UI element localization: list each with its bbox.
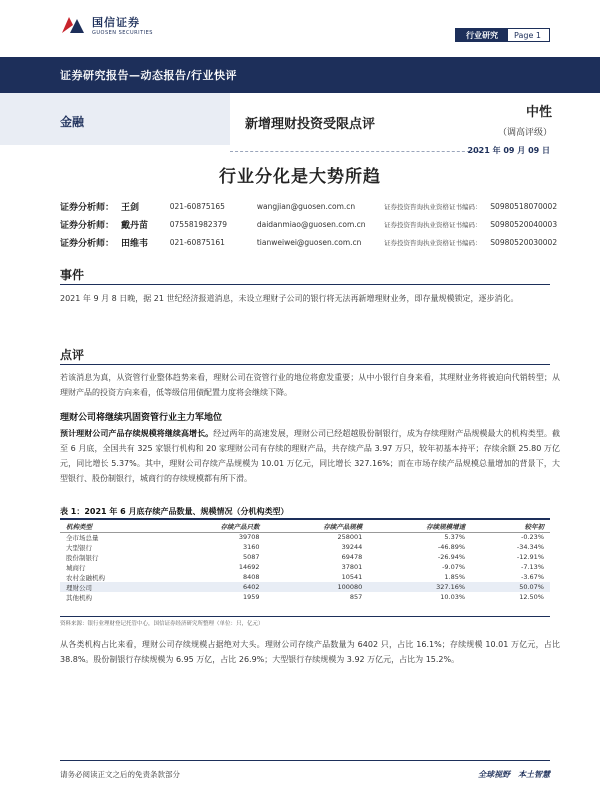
footer-rule [60,760,550,761]
table-row-highlighted [60,582,550,592]
analyst-email[interactable]: daidanmiao@guosen.com.cn [256,219,366,229]
analyst-role: 证券分析师： [60,238,115,249]
rating-change: （调高评级） [497,128,552,138]
table-cell: -46.89% [437,543,466,551]
table-row [60,532,550,542]
analyst-cert-code: S0980520040003 [490,219,558,229]
logo-name: 国信证券 [92,16,140,29]
page-number: Page 1 [514,31,541,40]
sector-panel [0,93,230,145]
logo-name-en: GUOSEN SECURITIES [92,30,153,36]
table-cell: 14692 [238,563,260,571]
page-tag [455,28,550,42]
analyst-name: 戴丹苗 [120,220,148,231]
table-cell: 10541 [341,573,363,581]
analyst-row [60,216,560,232]
column-header: 存续产品只数 [163,521,266,532]
analyst-cert-code: S0980520030002 [490,237,558,247]
table-cell: -3.67% [521,573,544,581]
analyst-email[interactable]: tianweiwei@guosen.com.cn [256,237,362,247]
table-cell: 1.85% [444,573,466,581]
table-cell: 大型银行 [66,543,92,552]
event-body: 2021 年 9 月 8 日晚，据 21 世纪经济报道消息，未设立理财子公司的银行将无法再新增理财业务，即存量规模锁定，逐步消化。 [60,294,519,303]
analyst-role: 证券分析师： [60,220,115,231]
headline: 行业分化是大势所趋 [219,167,381,187]
table-header-row [60,521,550,532]
table-row [60,562,550,572]
table-row [60,542,550,552]
table-cell: 327.16% [368,582,471,592]
table-cell: 37801 [341,563,363,571]
table-bottom-rule [60,616,550,617]
column-header: 存续产品规模 [266,521,369,532]
comment-paragraph-3: 从各类机构占比来看，理财公司存续规模占据绝对大头。理财公司存续产品数量为 6402 只，占比 16.1%；存续规模 10.01 万亿元，占比 38.8%。股份制银行存续规模为 6.95 万亿，占比 26.9%；大型银行存续规模为 3.92 万亿元，占比为 15.2%。 [60,640,560,664]
table-row [60,572,550,582]
table-cell: 3160 [242,543,260,551]
table-cell: -7.13% [521,563,544,571]
comment-body: 若该消息为真，从资管行业整体趋势来看，理财公司在资管行业的地位将愈发重要；从中小银行自身来看，其理财业务将被迫向代销转型；从理财产品的投资方向来看，低等级信用债配置力度将会继续下降。 [60,373,560,397]
table-cell: 69478 [341,553,363,561]
analyst-role: 证券分析师： [60,202,115,213]
table-cell: 857 [349,593,363,601]
comment-paragraph-2 [60,426,560,486]
table-cell: 10.03% [440,593,466,601]
paragraph-text: 经过两年的高速发展，理财公司已经超越股份制银行，成为存续理财产品规模最大的机构类型。截至 6 月底，全国共有 325 家银行机构和 20 家理财公司有存续的理财产品，共存续产品 3.97 万只，较年初基本持平；存续余额 25.80 万亿元，同比增长 5.37%。其中，理财公司存续产品规模为 10.01 万亿元，同比增长 327.16%；而在市场存续产品规模总量增加的背景下，大型银行、股份制银行，城商行的存续规模都有所下滑。 [60,429,560,483]
table-cell: 农村金融机构 [66,573,105,582]
analyst-cert-code: S0980518070002 [490,201,558,211]
analyst-cert-label: 证券投资咨询执业资格证书编码： [384,238,482,247]
report-type: 证券研究报告—动态报告/行业快评 [60,69,238,82]
table-cell: 39708 [238,533,260,542]
table-row [60,592,550,602]
table-cell: -12.91% [516,553,544,561]
analyst-cert-label: 证券投资咨询执业资格证书编码： [384,202,482,211]
table-cell: 1959 [242,593,260,601]
table-cell: 理财公司 [60,582,163,592]
table-cell: 258001 [337,533,363,542]
logo-mark-icon [60,15,86,35]
top-bar [0,0,600,56]
table-cell: 39244 [341,543,363,551]
sector-name: 金融 [60,115,85,129]
analyst-row [60,234,560,250]
table-cell: 6402 [163,582,266,592]
report-category: 行业研究 [456,29,508,41]
table-row [60,552,550,562]
analyst-name: 王剑 [120,202,139,213]
rating: 中性 [525,105,552,120]
table-cell: -9.07% [442,563,466,571]
analyst-phone: 021-60875165 [169,201,225,211]
table-top-rule [60,518,550,520]
report-date: 2021 年 09 月 09 日 [467,146,550,155]
column-header: 机构类型 [60,521,163,532]
paragraph-lead: 预计理财公司产品存续规模将继续高增长。 [60,429,214,438]
table-cell: 8408 [242,573,260,581]
table-cell: 100080 [266,582,369,592]
table-title: 表 1：2021 年 6 月底存续产品数量、规模情况（分机构类型） [60,507,289,516]
comment-rule [60,364,550,365]
comment-subheading: 理财公司将继续巩固资管行业主力军地位 [60,413,223,423]
event-heading: 事件 [60,268,85,282]
analyst-phone: 021-60875161 [169,237,225,247]
event-rule [60,284,550,285]
footer-disclaimer: 请务必阅读正文之后的免责条款部分 [60,770,180,779]
date-row [230,145,550,157]
column-header: 存续规模增速 [368,521,471,532]
report-type-banner [0,57,600,93]
date-divider [230,151,480,152]
sector-row [0,93,600,145]
report-title: 新增理财投资受限点评 [245,117,376,132]
analyst-phone: 075581982379 [169,219,228,229]
table-cell: 城商行 [66,563,86,572]
analyst-name: 田维韦 [120,238,148,249]
table-cell: -34.34% [516,543,544,551]
data-table [60,521,550,602]
column-header: 较年初 [471,521,550,532]
table-cell: 其他机构 [66,593,92,602]
company-logo [60,14,153,36]
analyst-cert-label: 证券投资咨询执业资格证书编码： [384,220,482,229]
table-cell: 5.37% [444,533,466,542]
table-cell: 12.50% [519,593,544,601]
table-cell: 股份制银行 [66,553,99,562]
footer-slogan: 全球视野 本土智慧 [478,770,550,779]
analyst-list [60,198,560,252]
table-cell: 50.07% [471,582,550,592]
table-cell: -0.23% [521,533,544,542]
analyst-row [60,198,560,214]
table-cell: 全市场总量 [66,533,99,542]
comment-heading: 点评 [60,348,85,362]
table-cell: -26.94% [437,553,466,561]
analyst-email[interactable]: wangjian@guosen.com.cn [256,201,356,211]
table-cell: 5087 [242,553,260,561]
table-source: 资料来源：银行业理财登记托管中心，国信证券经济研究所整理（单位：只，亿元） [60,621,264,627]
